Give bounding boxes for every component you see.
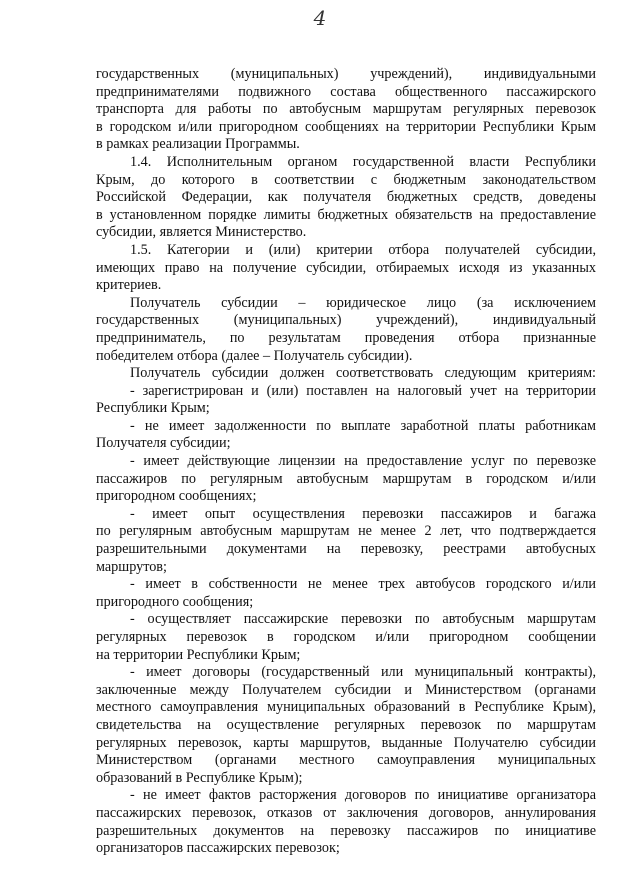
text-line: разрешительных документов на перевозку пассажиров по инициативе: [96, 822, 596, 839]
page-number: 4: [313, 6, 327, 30]
text-line: пригородном сообщениях;: [96, 488, 257, 505]
text-line: Получатель субсидии – юридическое лицо (за исключением: [130, 294, 596, 311]
text-line: Республики Крым;: [96, 400, 210, 417]
text-line: Министерством (органами местного самоуправления муниципальных: [96, 752, 596, 769]
text-line: образований в Республике Крым);: [96, 769, 303, 786]
text-line: Крым, до которого в соответствии с бюджетным законодательством: [96, 171, 596, 188]
text-line: транспорта для работы по автобусным маршрутам регулярных перевозок: [96, 101, 596, 118]
text-line: Российской Федерации, как получателя бюджетных средств, доведены: [96, 189, 596, 206]
text-line: регулярных перевозок в городском и/или пригородном сообщении: [96, 629, 596, 645]
text-line: свидетельства на осуществление регулярных перевозок по маршрутам: [96, 716, 596, 733]
text-line: государственных (муниципальных) учреждений), индивидуальный: [96, 312, 596, 329]
body-text: [96, 66, 596, 858]
text-line: субсидии, является Министерство.: [96, 224, 307, 241]
text-line: - имеет в собственности не менее трех автобусов городского и/или: [130, 576, 596, 593]
text-line: - имеет опыт осуществления перевозки пассажиров и багажа: [130, 505, 596, 522]
text-line: организаторов пассажирских перевозок;: [96, 840, 340, 857]
text-line: разрешительными документами на перевозку, реестрами автобусных: [96, 541, 596, 558]
text-line: 1.4. Исполнительным органом государственной власти Республики: [130, 153, 596, 170]
text-line: в рамках реализации Программы.: [96, 136, 300, 153]
text-line: местного самоуправления муниципальных образований в Республике Крым),: [96, 699, 596, 716]
text-line: Получатель субсидии должен соответствовать следующим критериям:: [130, 365, 596, 382]
text-line: по регулярным автобусным маршрутам не менее 2 лет, что подтверждается: [96, 523, 596, 540]
text-line: - не имеет задолженности по выплате заработной платы работникам: [130, 417, 596, 434]
text-line: имеющих право на получение субсидии, отбираемых исходя из указанных: [96, 259, 596, 276]
text-line: - зарегистрирован и (или) поставлен на налоговый учет на территории: [130, 382, 596, 399]
text-line: 1.5. Категории и (или) критерии отбора получателей субсидии,: [130, 241, 596, 258]
text-line: критериев.: [96, 277, 162, 294]
text-line: в установленном порядке лимиты бюджетных обязательств на предоставление: [96, 206, 596, 223]
text-line: регулярных перевозок, карты маршрутов, выданные Получателю субсидии: [96, 734, 596, 751]
text-line: предприниматель, по результатам проведения отбора признанные: [96, 329, 596, 346]
text-line: пассажиров по регулярным автобусным маршрутам в городском и/или: [96, 470, 596, 487]
text-line: Получателя субсидии;: [96, 435, 231, 452]
text-line: - осуществляет пассажирские перевозки по автобусным маршрутам: [130, 611, 596, 628]
text-line: пассажирских перевозок, отказов от заключения договоров, аннулирования: [96, 804, 596, 821]
text-line: государственных (муниципальных) учреждений), индивидуальными: [96, 66, 596, 82]
text-line: - не имеет фактов расторжения договоров по инициативе организатора: [130, 787, 596, 804]
text-line: - имеет договоры (государственный или муниципальный контракты),: [130, 664, 596, 681]
text-line: заключенные между Получателем субсидии и Министерством (органами: [96, 681, 596, 698]
text-line: предпринимателями подвижного состава общественного пассажирского: [96, 83, 596, 100]
text-line: маршрутов;: [96, 558, 167, 575]
text-line: победителем отбора (далее – Получатель субсидии).: [96, 347, 413, 364]
text-line: пригородного сообщения;: [96, 593, 254, 610]
text-line: - имеет действующие лицензии на предоставление услуг по перевозке: [130, 453, 596, 470]
text-line: на территории Республики Крым;: [96, 646, 301, 663]
text-line: в городском и/или пригородном сообщениях на территории Республики Крым: [96, 118, 596, 135]
